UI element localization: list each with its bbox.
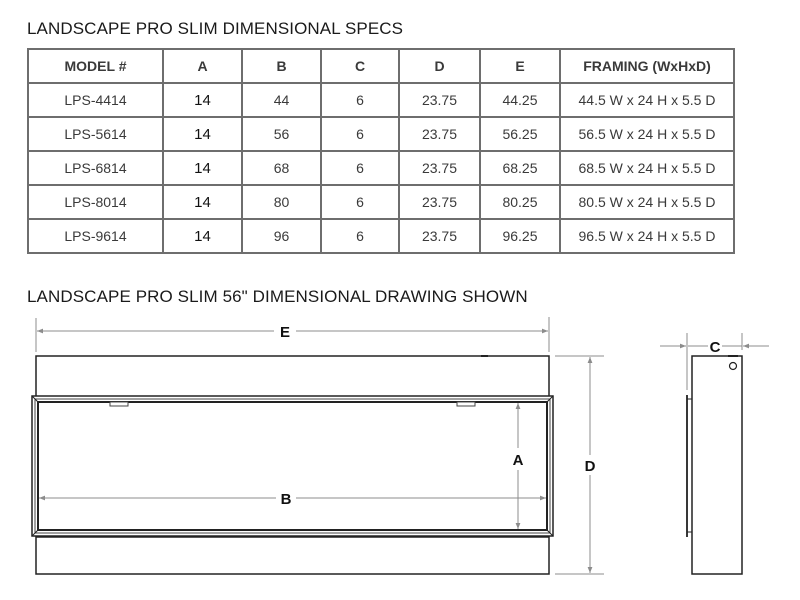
dimension-c bbox=[660, 333, 769, 390]
top-housing bbox=[36, 356, 549, 397]
bracket-tab-right bbox=[457, 402, 475, 406]
cell-e: 68.25 bbox=[480, 151, 560, 185]
specs-title: LANDSCAPE PRO SLIM DIMENSIONAL SPECS bbox=[27, 19, 404, 38]
header-framing: FRAMING (WxHxD) bbox=[560, 49, 734, 83]
cell-b: 80 bbox=[242, 185, 321, 219]
cell-d: 23.75 bbox=[399, 185, 480, 219]
outer-trim bbox=[32, 396, 553, 536]
cell-b: 44 bbox=[242, 83, 321, 117]
cell-framing: 44.5 W x 24 H x 5.5 D bbox=[560, 83, 734, 117]
dimension-d bbox=[555, 356, 604, 574]
cell-model: LPS-4414 bbox=[28, 83, 163, 117]
label-c: C bbox=[709, 339, 721, 356]
cell-c: 6 bbox=[321, 151, 399, 185]
cell-model: LPS-9614 bbox=[28, 219, 163, 253]
cell-a: 14 bbox=[163, 117, 242, 151]
cell-framing: 96.5 W x 24 H x 5.5 D bbox=[560, 219, 734, 253]
cell-d: 23.75 bbox=[399, 151, 480, 185]
front-view bbox=[32, 356, 553, 574]
side-housing bbox=[692, 356, 742, 574]
header-a: A bbox=[163, 49, 242, 83]
label-a: A bbox=[512, 452, 524, 469]
header-c: C bbox=[321, 49, 399, 83]
cell-c: 6 bbox=[321, 185, 399, 219]
cell-e: 96.25 bbox=[480, 219, 560, 253]
label-d: D bbox=[584, 458, 596, 475]
cell-d: 23.75 bbox=[399, 117, 480, 151]
cell-framing: 56.5 W x 24 H x 5.5 D bbox=[560, 117, 734, 151]
side-view bbox=[687, 356, 742, 574]
header-b: B bbox=[242, 49, 321, 83]
cell-c: 6 bbox=[321, 83, 399, 117]
cell-c: 6 bbox=[321, 117, 399, 151]
cell-a: 14 bbox=[163, 83, 242, 117]
cell-d: 23.75 bbox=[399, 83, 480, 117]
cell-e: 44.25 bbox=[480, 83, 560, 117]
cell-framing: 68.5 W x 24 H x 5.5 D bbox=[560, 151, 734, 185]
header-d: D bbox=[399, 49, 480, 83]
dimension-e bbox=[36, 317, 549, 352]
cell-a: 14 bbox=[163, 151, 242, 185]
cell-d: 23.75 bbox=[399, 219, 480, 253]
cell-b: 96 bbox=[242, 219, 321, 253]
cell-e: 80.25 bbox=[480, 185, 560, 219]
cell-b: 56 bbox=[242, 117, 321, 151]
cell-b: 68 bbox=[242, 151, 321, 185]
label-e: E bbox=[279, 324, 291, 341]
bracket-tab-left bbox=[110, 402, 128, 406]
cell-a: 14 bbox=[163, 185, 242, 219]
drawing-title: LANDSCAPE PRO SLIM 56" DIMENSIONAL DRAWING SHOWN bbox=[27, 287, 528, 306]
cell-model: LPS-8014 bbox=[28, 185, 163, 219]
cell-e: 56.25 bbox=[480, 117, 560, 151]
cell-model: LPS-6814 bbox=[28, 151, 163, 185]
cell-model: LPS-5614 bbox=[28, 117, 163, 151]
cell-c: 6 bbox=[321, 219, 399, 253]
mount-hole-icon bbox=[730, 363, 737, 370]
bottom-housing bbox=[36, 537, 549, 574]
header-e: E bbox=[480, 49, 560, 83]
cell-a: 14 bbox=[163, 219, 242, 253]
cell-framing: 80.5 W x 24 H x 5.5 D bbox=[560, 185, 734, 219]
header-model: MODEL # bbox=[28, 49, 163, 83]
label-b: B bbox=[280, 491, 292, 508]
